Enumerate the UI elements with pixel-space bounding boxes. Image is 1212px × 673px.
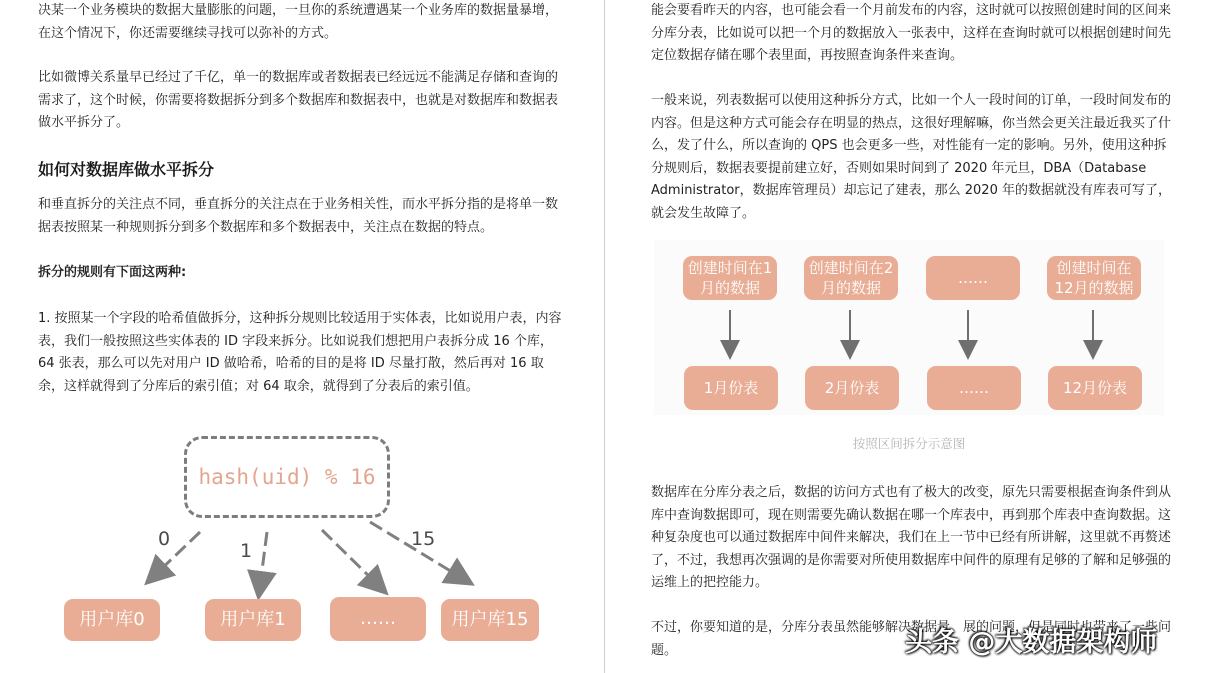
node-created-dec: 创建时间在12月的数据 (1047, 256, 1141, 300)
node-table-ellipsis: …… (927, 366, 1021, 410)
node-created-ellipsis: …… (926, 256, 1020, 300)
node-table-jan: 1月份表 (684, 366, 778, 410)
left-paragraph-3: 和垂直拆分的关注点不同，垂直拆分的关注点在于业务相关性，而水平拆分指的是将单一数据表按照某一种规则拆分到多个数据库和多个数据表中，关注点在数据的特点。 (38, 197, 559, 235)
page-divider (604, 0, 605, 673)
left-paragraph-1: 决某一个业务模块的数据大量膨胀的问题，一旦你的系统遭遇某一个业务库的数据量暴增，在这个情况下，你还需要继续寻找可以弥补的方式。 (38, 3, 559, 41)
hash-expression-box: hash(uid) % 16 (184, 436, 390, 518)
right-paragraph-1: 能会要看昨天的内容，也可能会看一个月前发布的内容，这时就可以按照创建时间的区间来分库分表，比如说可以把一个月的数据放入一张表中，这样在查询时就可以根据创建时间先定位数据存储在哪个表里面，再按照查询条件来查询。 (651, 3, 1172, 63)
node-ellipsis: …… (330, 597, 426, 641)
node-table-dec: 12月份表 (1048, 366, 1142, 410)
node-table-feb: 2月份表 (805, 366, 899, 410)
right-paragraph-2: 一般来说，列表数据可以使用这种拆分方式，比如一个人一段时间的订单，一段时间发布的内容。但是这种方式可能会存在明显的热点，这很好理解嘛，你当然会更关注最近我买了什么，发了什么，所以查询的 QPS 也会更多一些，对性能有一定的影响。另外，使用这种拆分规则后，数据表要提前建立好，否则如果时间到了 2020 年元旦，DBA（Database Administrator，数据库管理员）却忘记了建表，那么 2020 年的数据就没有库表可写了，就会发生故障了。 (651, 93, 1172, 221)
left-paragraph-2: 比如微博关系量早已经过了千亿，单一的数据库或者数据表已经远远不能满足存储和查询的需求了，这个时候，你需要将数据拆分到多个数据库和数据表中，也就是对数据库和数据表做水平拆分了。 (38, 70, 559, 130)
arrow-label-15: 15 (411, 528, 436, 550)
node-created-jan: 创建时间在1月的数据 (683, 256, 777, 300)
watermark-text: 头条 @大数据架构师 (905, 627, 1158, 658)
node-db1: 用户库1 (205, 599, 301, 641)
hash-diagram-arrows (0, 0, 604, 673)
arrow-label-1: 1 (240, 540, 253, 562)
left-page (0, 0, 604, 673)
right-paragraph-4: 不过，你要知道的是，分库分表虽然能够解决数据量、展的问题，但是同时也带来了一些问题。 (651, 620, 1172, 658)
node-created-feb: 创建时间在2月的数据 (804, 256, 898, 300)
right-page (606, 0, 1212, 673)
node-db15: 用户库15 (441, 599, 539, 641)
arrow-label-0: 0 (158, 528, 171, 550)
node-db0: 用户库0 (64, 599, 160, 641)
left-paragraph-4: 1. 按照某一个字段的哈希值做拆分，这种拆分规则比较适用于实体表，比如说用户表，内容表，我们一般按照这些实体表的 ID 字段来拆分。比如说我们想把用户表拆分成 16 个库，64 张表，那么可以先对用户 ID 做哈希，哈希的目的是将 ID 尽量打散，然后再对 16 取余，这样就得到了分库后的索引值；对 64 取余，就得到了分表后的索引值。 (38, 311, 562, 394)
arrow-to-db1 (260, 532, 267, 586)
right-paragraph-3: 数据库在分库分表之后，数据的访问方式也有了极大的改变，原先只需要根据查询条件到从库中查询数据即可，现在则需要先确认数据在哪一个库表中，再到那个库表中查询数据。这种复杂度也可以通过数据库中间件来解决，我们在上一节中已经有所讲解，这里就不再赘述了，不过，我想再次强调的是你需要对所使用数据库中间件的原理有足够的了解和足够强的运维上的把控能力。 (651, 485, 1172, 590)
section-heading: 如何对数据库做水平拆分 (38, 160, 215, 179)
rules-title: 拆分的规则有下面这两种: (38, 265, 187, 280)
range-diagram-caption: 按照区间拆分示意图 (852, 436, 966, 451)
arrow-to-ellipsis (322, 530, 378, 585)
